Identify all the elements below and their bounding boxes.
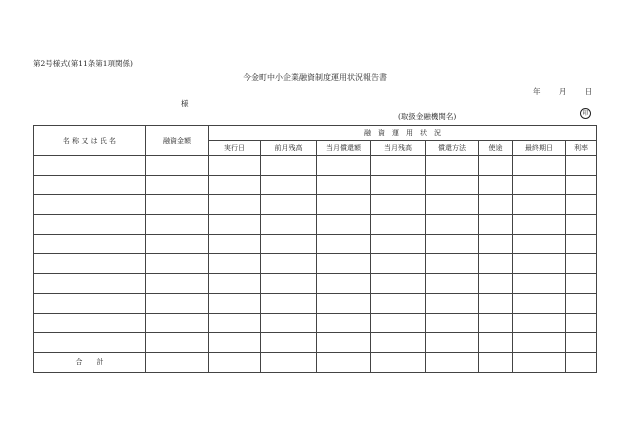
table-cell [34,156,146,176]
table-cell [317,234,371,254]
table-cell [317,175,371,195]
header-interest-rate: 利率 [566,141,597,156]
table-cell [513,274,566,294]
table-cell [34,254,146,274]
table-cell [513,156,566,176]
table-cell [479,215,513,235]
table-cell [261,175,317,195]
table-cell [317,333,371,353]
table-cell [371,156,426,176]
table-cell [261,234,317,254]
table-cell [34,175,146,195]
table-cell [426,175,479,195]
table-cell [371,175,426,195]
table-cell [566,156,597,176]
table-cell [371,215,426,235]
table-row [34,274,597,294]
table-cell [426,234,479,254]
table-cell [209,293,261,313]
table-cell [317,313,371,333]
total-cell [513,352,566,372]
total-cell [479,352,513,372]
table-cell [513,175,566,195]
table-row [34,175,597,195]
report-table [33,125,597,373]
seal-mark-icon: 印 [580,108,591,119]
table-cell [426,215,479,235]
header-repayment-method: 償還方法 [426,141,479,156]
table-cell [261,293,317,313]
table-cell [146,195,209,215]
table-cell [146,156,209,176]
table-cell [513,293,566,313]
table-cell [566,293,597,313]
table-cell [371,195,426,215]
table-cell [34,215,146,235]
table-cell [513,313,566,333]
header-prev-balance: 前月残高 [261,141,317,156]
table-cell [317,156,371,176]
addressee-honorific: 様 [181,99,189,108]
table-cell [209,234,261,254]
table-cell [479,293,513,313]
table-cell [317,195,371,215]
table-cell [479,175,513,195]
table-cell [34,313,146,333]
table-cell [261,333,317,353]
table-cell [566,175,597,195]
table-cell [426,293,479,313]
table-cell [426,274,479,294]
table-cell [34,195,146,215]
table-cell [513,215,566,235]
table-cell [426,313,479,333]
table-cell [479,254,513,274]
date-line [533,86,592,97]
table-cell [566,274,597,294]
header-purpose: 使途 [479,141,513,156]
total-cell [146,352,209,372]
table-row [34,313,597,333]
total-label: 合 計 [34,352,146,372]
total-cell [261,352,317,372]
document-title: 今金町中小企業融資制度運用状況報告書 [243,73,387,82]
table-cell [317,215,371,235]
table-cell [426,254,479,274]
table-row [34,215,597,235]
table-cell [371,254,426,274]
header-loan-amount: 融資金額 [146,126,209,156]
table-cell [261,195,317,215]
total-cell [209,352,261,372]
table-cell [209,175,261,195]
table-cell [566,215,597,235]
table-cell [566,195,597,215]
table-row [34,293,597,313]
table-cell [371,234,426,254]
table-cell [479,234,513,254]
table-cell [261,254,317,274]
table-cell [513,234,566,254]
table-cell [479,333,513,353]
table-row [34,254,597,274]
table-cell [209,195,261,215]
header-final-due-date: 最終期日 [513,141,566,156]
table-cell [209,156,261,176]
table-cell [261,215,317,235]
table-cell [317,254,371,274]
header-name: 名 称 又 は 氏 名 [34,126,146,156]
table-cell [513,254,566,274]
table-cell [479,156,513,176]
table-cell [146,215,209,235]
table-cell [146,274,209,294]
table-cell [513,333,566,353]
table-cell [426,333,479,353]
header-current-balance: 当月残高 [371,141,426,156]
total-cell [566,352,597,372]
table-cell [209,333,261,353]
table-cell [209,215,261,235]
table-cell [513,195,566,215]
table-cell [426,195,479,215]
table-row [34,156,597,176]
table-cell [371,313,426,333]
table-cell [566,333,597,353]
table-cell [34,234,146,254]
header-loan-status-group: 融 資 運 用 状 況 [209,126,597,141]
table-cell [479,195,513,215]
table-row [34,333,597,353]
table-cell [371,293,426,313]
total-cell [371,352,426,372]
table-row [34,234,597,254]
table-cell [209,313,261,333]
table-cell [566,234,597,254]
table-cell [34,293,146,313]
year-label: 年 [533,87,541,96]
table-cell [317,293,371,313]
table-cell [146,254,209,274]
day-label: 日 [584,87,593,96]
table-cell [209,274,261,294]
table-cell [146,175,209,195]
table-row [34,195,597,215]
total-cell [317,352,371,372]
table-cell [261,274,317,294]
table-cell [479,274,513,294]
table-cell [566,313,597,333]
table-cell [261,313,317,333]
institution-name-label: (取扱金融機関名) [398,112,457,121]
header-repayment: 当月償還額 [317,141,371,156]
table-cell [34,274,146,294]
table-cell [317,274,371,294]
total-cell [426,352,479,372]
month-label: 月 [558,87,567,96]
table-cell [566,254,597,274]
table-cell [426,156,479,176]
table-cell [479,313,513,333]
table-cell [146,313,209,333]
table-cell [146,333,209,353]
form-number: 第2号様式(第11条第1項関係) [33,59,133,68]
header-execution-date: 実行日 [209,141,261,156]
table-cell [146,293,209,313]
table-cell [261,156,317,176]
table-cell [371,333,426,353]
table-cell [371,274,426,294]
table-cell [146,234,209,254]
table-cell [209,254,261,274]
table-cell [34,333,146,353]
